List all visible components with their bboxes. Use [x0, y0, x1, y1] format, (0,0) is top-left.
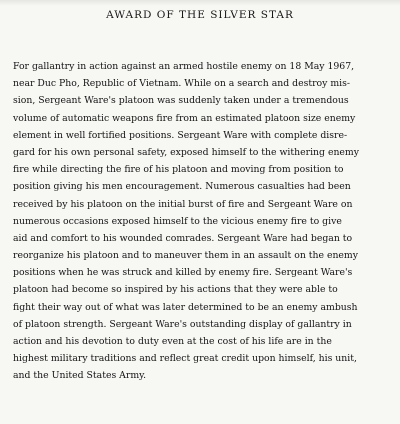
document-title: AWARD OF THE SILVER STAR [106, 9, 294, 21]
citation-line: reorganize his platoon and to maneuver them in an assault on the enemy [13, 250, 358, 262]
citation-line: position giving his men encouragement. Numerous casualties had been [13, 181, 351, 193]
page-edge-shadow [0, 0, 400, 6]
citation-line: element in well fortified positions. Sergeant Ware with complete disre- [13, 129, 348, 141]
citation-line: received by his platoon on the initial burst of fire and Sergeant Ware on [13, 198, 353, 210]
citation-line: near Duc Pho, Republic of Vietnam. While on a search and destroy mis- [13, 78, 351, 90]
citation-line: gard for his own personal safety, exposed himself to the withering enemy [13, 146, 359, 158]
citation-line: fire while directing the fire of his platoon and moving from position to [13, 164, 344, 176]
citation-line: aid and comfort to his wounded comrades. Sergeant Ware had began to [13, 232, 353, 244]
citation-line: numerous occasions exposed himself to the vicious enemy fire to give [13, 215, 342, 227]
citation-line: volume of automatic weapons fire from an estimated platoon size enemy [13, 112, 356, 124]
citation-line: highest military traditions and reflect great credit upon himself, his unit, [13, 353, 357, 365]
citation-line: platoon had become so inspired by his actions that they were able to [13, 284, 338, 296]
citation-line: For gallantry in action against an armed hostile enemy on 18 May 1967, [13, 61, 355, 72]
citation-line: action and his devotion to duty even at the cost of his life are in the [13, 336, 332, 347]
citation-line: and the United States Army. [13, 370, 147, 382]
citation-line: of platoon strength. Sergeant Ware's outstanding display of gallantry in [13, 318, 352, 330]
citation-line: sion, Sergeant Ware's platoon was suddenly taken under a tremendous [13, 95, 349, 107]
citation-text [13, 58, 393, 385]
citation-line: fight their way out of what was later determined to be an enemy ambush [13, 301, 358, 313]
citation-line: positions when he was struck and killed by enemy fire. Sergeant Ware's [13, 267, 353, 279]
